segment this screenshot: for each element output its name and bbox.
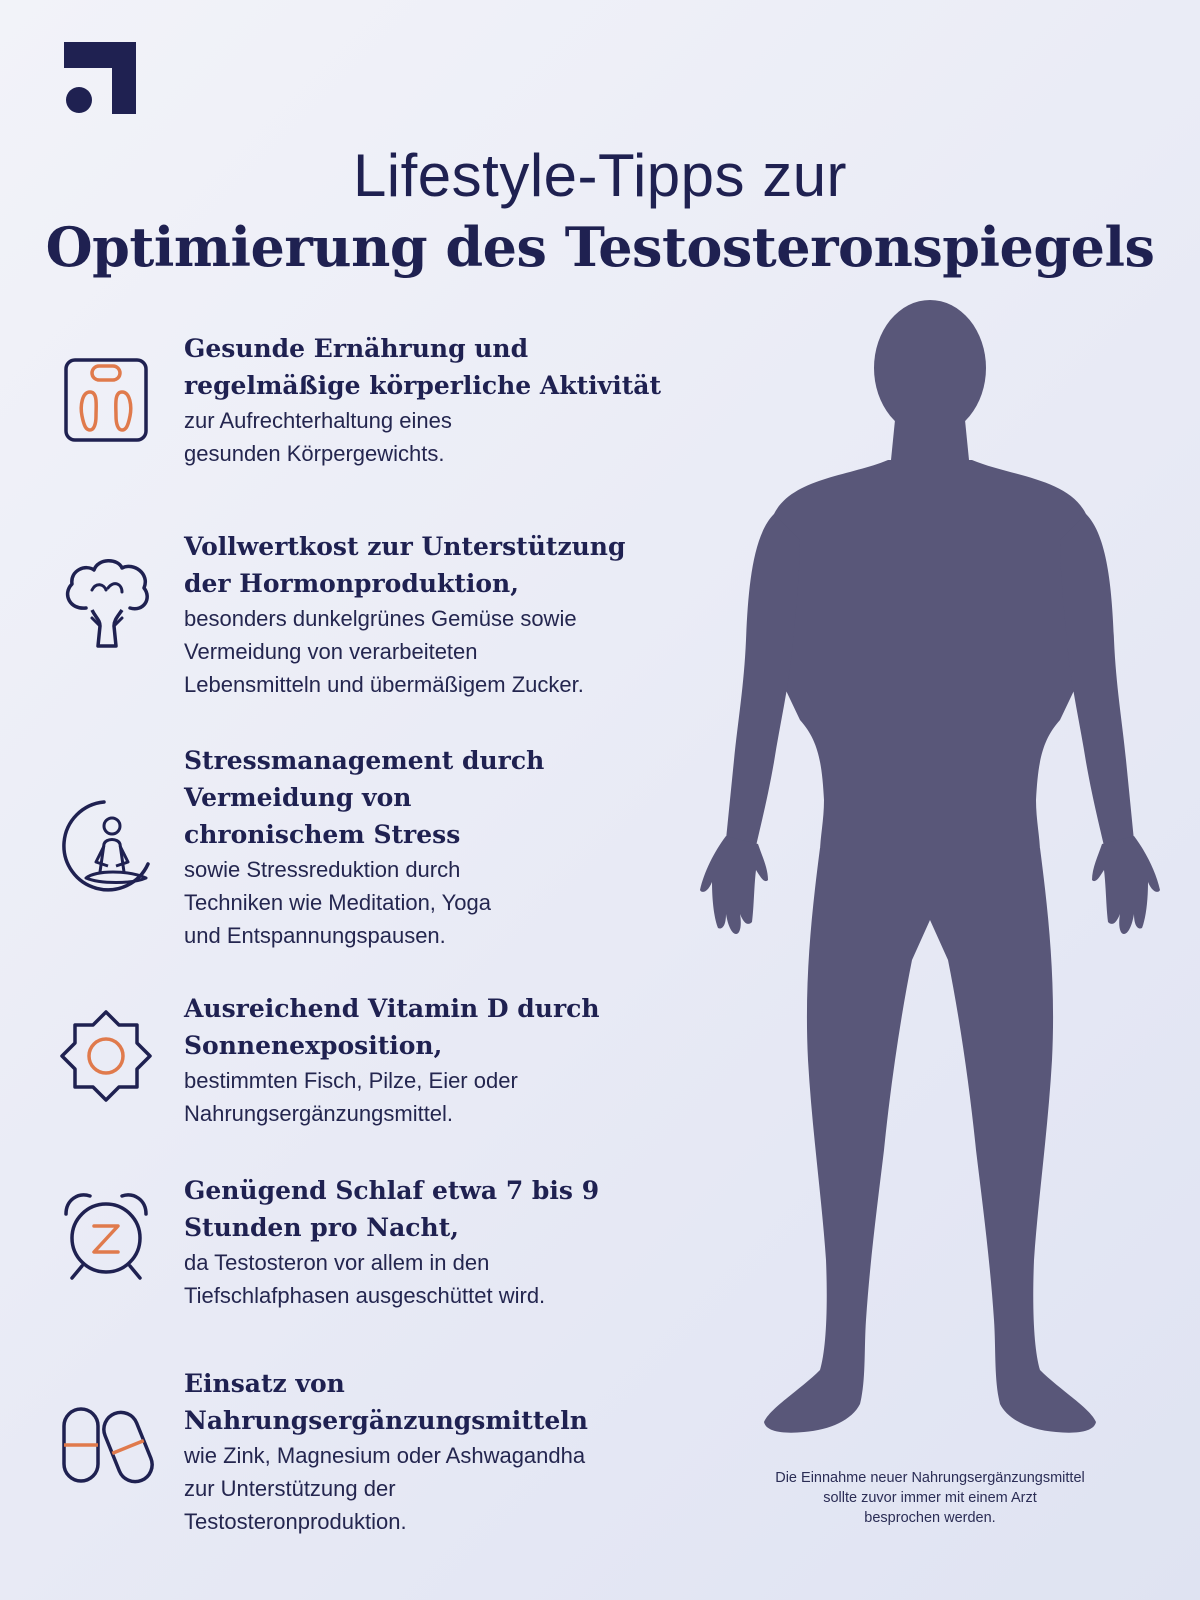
- scale-icon: [56, 350, 156, 450]
- broccoli-icon: [56, 552, 156, 652]
- tip-body: wie Zink, Magnesium oder Ashwagandha zur Unterstützung der Testosteronproduktion.: [184, 1443, 586, 1534]
- brand-logo: [64, 42, 138, 116]
- tip-body: da Testosteron vor allem in den Tiefschlafphasen ausgeschüttet wird.: [184, 1250, 546, 1308]
- alarm-clock-icon: [56, 1186, 156, 1286]
- title-line-1: Lifestyle-Tipps zur: [352, 142, 848, 209]
- tip-body: bestimmten Fisch, Pilze, Eier oder Nahrungsergänzungsmittel.: [184, 1068, 518, 1126]
- title-line-2: Optimierung des Testosteronspiegels: [45, 215, 1155, 279]
- tip-heading: Stressmanagement durch Vermeidung von chronischem Stress: [184, 746, 545, 849]
- tip-body: sowie Stressreduktion durch Techniken wie Meditation, Yoga und Entspannungspausen.: [184, 857, 491, 948]
- tip-heading: Einsatz von Nahrungsergänzungsmitteln: [184, 1369, 588, 1435]
- tip-heading: Genügend Schlaf etwa 7 bis 9 Stunden pro Nacht,: [184, 1176, 600, 1242]
- tip-heading: Vollwertkost zur Unterstützung der Hormonproduktion,: [184, 532, 626, 598]
- human-silhouette: [700, 300, 1160, 1450]
- tip-heading: Ausreichend Vitamin D durch Sonnenexposition,: [184, 994, 600, 1060]
- meditation-icon: [56, 796, 156, 896]
- sun-icon: [56, 1006, 156, 1106]
- tip-body: zur Aufrechterhaltung eines gesunden Körpergewichts.: [184, 408, 452, 466]
- tip-heading: Gesunde Ernährung und regelmäßige körperliche Aktivität: [184, 334, 662, 400]
- page-title: [0, 140, 1200, 282]
- tip-body: besonders dunkelgrünes Gemüse sowie Vermeidung von verarbeiteten Lebensmitteln und übermäßigem Zucker.: [184, 606, 584, 697]
- disclaimer-note: Die Einnahme neuer Nahrungsergänzungsmittel sollte zuvor immer mit einem Arzt besprochen werden.: [775, 1470, 1085, 1526]
- pills-icon: [56, 1405, 156, 1505]
